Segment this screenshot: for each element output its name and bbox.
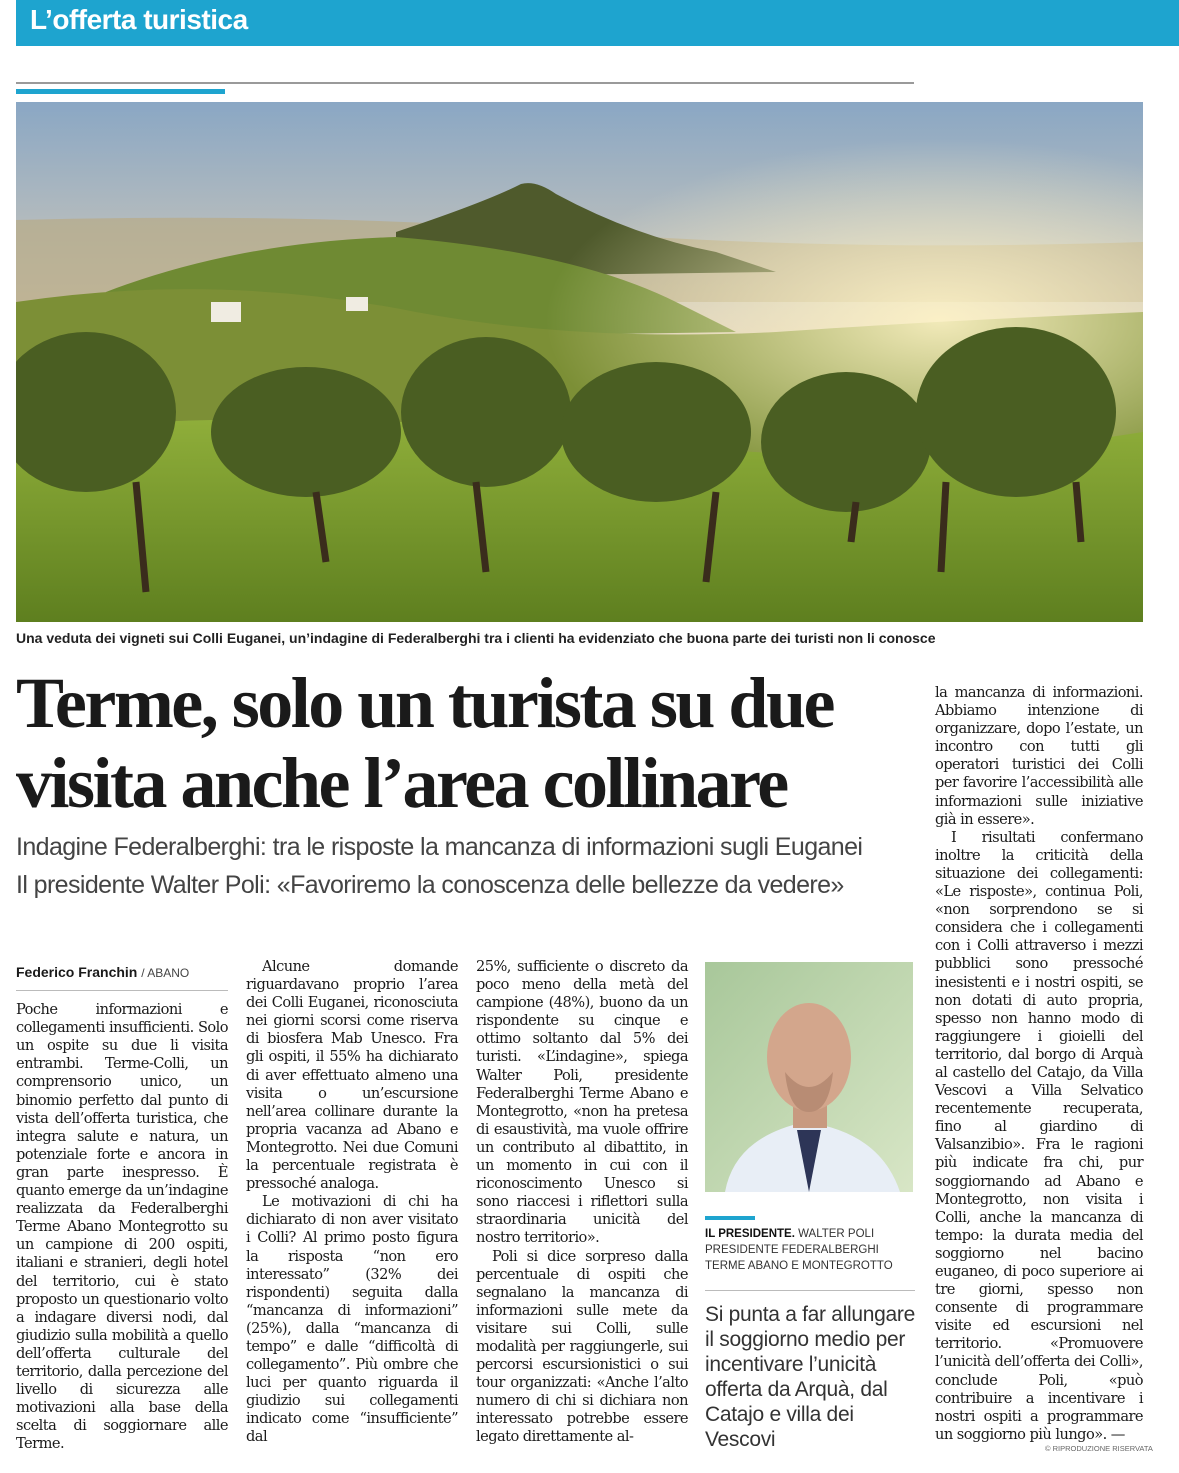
section-header-bar (16, 0, 1179, 46)
pullquote-rule (705, 1290, 915, 1291)
subheadline (16, 828, 926, 904)
subhead-line-1: Indagine Federalberghi: tra le risposte la mancanza di informazioni sugli Euganei (16, 833, 863, 861)
header-rule (16, 82, 914, 84)
paragraph: Le motivazioni di chi ha dichiarato di non aver visitato i Colli? Al primo posto figura la risposta “non ero interessato” (32% dei rispondenti) seguita dalla “mancanza di informazioni” (25%), dalla “mancanza di tempo” e dalle “difficoltà di collegamento”. Più ombre che luci per quanto riguarda il giudizio sui collegamenti indicato come “insufficiente” dal (246, 1193, 458, 1446)
portrait-caption (705, 1226, 915, 1274)
paragraph: 25%, sufficiente o discreto da poco meno della metà del campione (48%), buono da un rispondente su cinque e ottimo soltanto dal 5% dei turisti. «L’indagine», spiega Walter Poli, presidente Federalberghi Terme Abano e Montegrotto, «non ha pretesa di esaustività, ma vuole offrire un contributo al dibattito, in un momento in cui con il riconoscimento Unesco si sono riaccesi i riflettori sulla straordinaria unicità del nostro territorio». (476, 958, 688, 1247)
byline-location: / ABANO (141, 966, 190, 980)
pullquote: Si punta a far allungare il soggiorno medio per incentivare l’unicità offerta da Arquà, dal Catajo e villa dei Vescovi (705, 1303, 915, 1451)
portrait-caption-text: WALTER POLI PRESIDENTE FEDERALBERGHI TERME ABANO E MONTEGROTTO (705, 1228, 893, 1272)
headline-line-1: Terme, solo un turista su due (16, 663, 833, 743)
headline (16, 663, 926, 823)
accent-rule (16, 89, 225, 94)
byline (16, 963, 228, 991)
article-column-4 (935, 684, 1143, 1444)
paragraph: Alcune domande riguardavano proprio l’area dei Colli Euganei, riconosciuta nei giorni scorsi come riserva di biosfera Mab Unesco. Fra gli ospiti, il 55% ha dichiarato di aver effettuato almeno una visita o un’escursione nell’area collinare durante la propria vacanza ad Abano e Montegrotto. Nei due Comuni la percentuale registrata è pressoché analoga. (246, 958, 458, 1193)
portrait-accent-rule (705, 1216, 755, 1220)
article-column-3 (476, 958, 688, 1447)
paragraph: Poche informazioni e collegamenti insufficienti. Solo un ospite su due li visita entrambi. Terme-Colli, un comprensorio unico, un binomio perfetto dal punto di vista dell’offerta turistica, che integra salute e natura, un potenziale forte e ancora in gran parte inespresso. È quanto emerge da un’indagine realizzata da Federalberghi Terme Abano Montegrotto su un campione di 200 ospiti, italiani e stranieri, degli hotel del territorio, cui è stato proposto un questionario volto a indagare diversi nodi, dal giudizio sulla mobilità a quello dell’offerta culturale del territorio, dalla percezione del livello di sicurezza alle motivazioni alla base della scelta di soggiornare alle Terme. (16, 1001, 228, 1453)
portrait-label: IL PRESIDENTE. (705, 1228, 795, 1240)
copyright-notice: © RIPRODUZIONE RISERVATA (1045, 1444, 1153, 1453)
paragraph: I risultati confermano inoltre la criticità della situazione dei collegamenti: «Le risposte», continua Poli, «non sorprendono se si considera che i collegamenti con i Colli attraverso i mezzi pubblici sono pressoché inesistenti e i nostri ospiti, se non dotati di auto propria, spesso non hanno modo di raggiungere i gioielli del territorio, dal borgo di Arquà al castello del Catajo, da Villa Vescovi a Villa Selvatico recentemente recuperata, fino al giardino di Valsanzibio». Fra le ragioni più indicate fra chi, pur soggiornando ad Abano e Montegrotto, non visita i Colli, anche la mancanza di tempo: la durata media del soggiorno nel bacino euganeo, di poco superiore ai tre giorni, spesso non consente di programmare visite ed escursioni nel territorio. «Promuovere l’unicità dell’offerta dei Colli», conclude Poli, «può contribuire a incentivare i nostri ospiti a programmare un soggiorno più lungo». — (935, 828, 1143, 1443)
article-column-1 (16, 963, 228, 1453)
portrait-photo (705, 962, 913, 1192)
paragraph: Poli si dice sorpreso dalla percentuale di ospiti che segnalano la mancanza di informazioni sulle mete da visitare sui Colli, sulle modalità per raggiungerle, sui percorsi escursionistici o sui tour organizzati: «Anche l’alto numero di chi si dichiara non interessato potrebbe essere legato direttamente al- (476, 1247, 688, 1446)
hills-vineyard-photo (16, 102, 1143, 622)
section-title: L’offerta turistica (30, 4, 248, 35)
headline-line-2: visita anche l’area collinare (16, 743, 787, 823)
photo-caption: Una veduta dei vigneti sui Colli Euganei, un’indagine di Federalberghi tra i clienti ha evidenziato che buona parte dei turisti non li conosce (16, 630, 936, 646)
paragraph: la mancanza di informazioni. Abbiamo intenzione di organizzare, dopo l’estate, un incontro con tutti gli operatori turistici dei Colli per favorire l’accessibilità alle informazioni sulle iniziative già in essere». (935, 684, 1143, 828)
subhead-line-2: Il presidente Walter Poli: «Favoriremo la conoscenza delle bellezze da vedere» (16, 871, 844, 899)
author-name: Federico Franchin (16, 964, 138, 980)
article-column-2 (246, 958, 458, 1447)
